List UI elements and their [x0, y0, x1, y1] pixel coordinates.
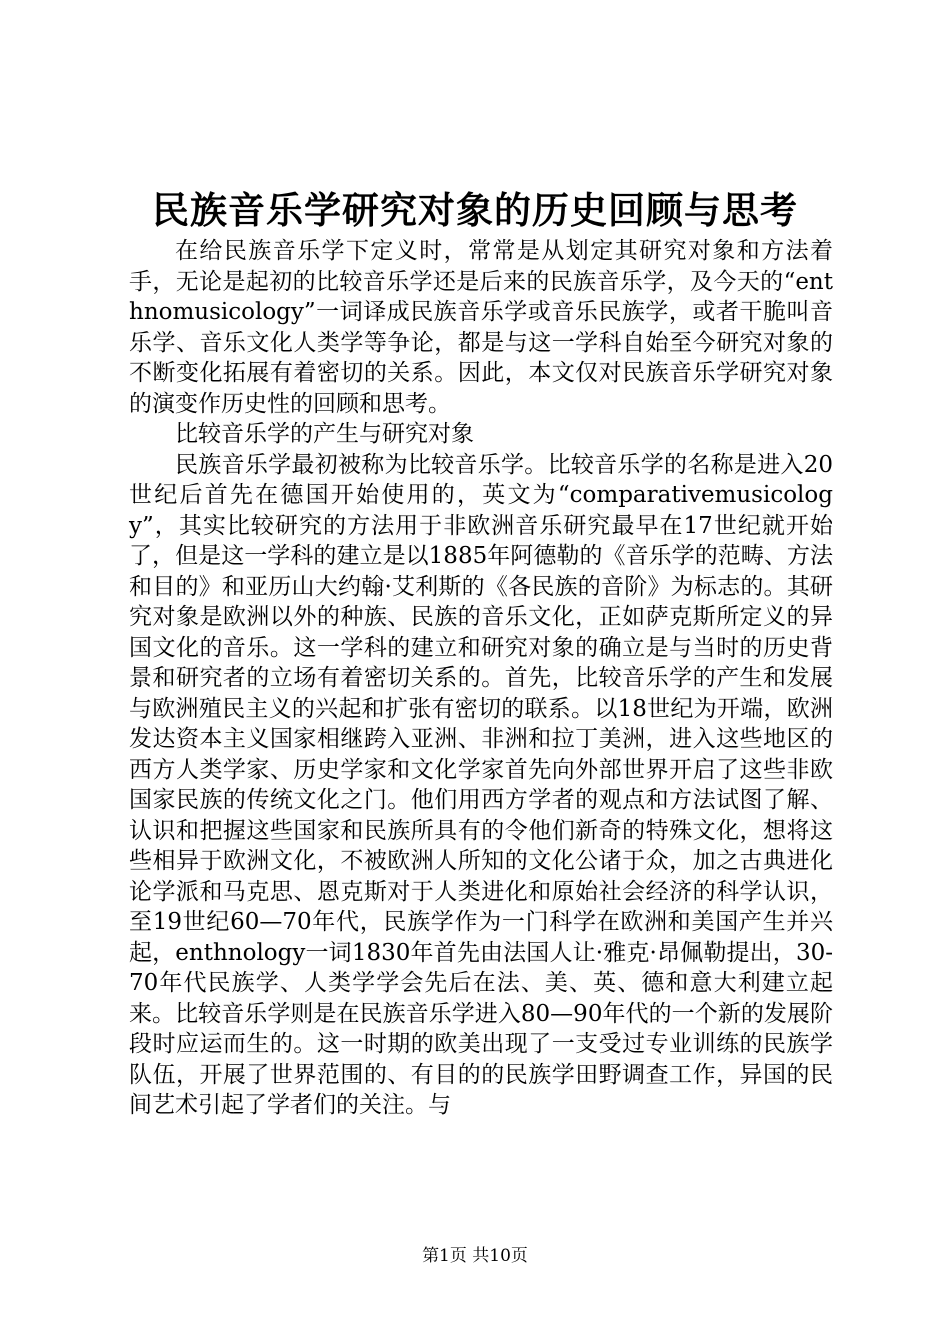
section-heading: 比较音乐学的产生与研究对象	[175, 421, 474, 447]
page-footer: 第1页 共10页	[422, 1246, 528, 1266]
document-body	[129, 236, 833, 1121]
paragraph-intro: 在给民族音乐学下定义时，常常是从划定其研究对象和方法着手，无论是起初的比较音乐学还是后来的民族音乐学，及今天的“enthnomusicology”一词译成民族音乐学或音乐民族学，或者干脆叫音乐学、音乐文化人类学等争论，都是与这一学科自始至今研究对象的不断变化拓展有着密切的关系。因此，本文仅对民族音乐学研究对象的演变作历史性的回顾和思考。	[129, 238, 833, 417]
document-title: 民族音乐学研究对象的历史回顾与思考	[152, 188, 798, 232]
paragraph-comparative-musicology: 民族音乐学最初被称为比较音乐学。比较音乐学的名称是进入20世纪后首先在德国开始使用的，英文为“comparativemusicology”，其实比较研究的方法用于非欧洲音乐研究最早在17世纪就开始了，但是这一学科的建立是以1885年阿德勒的《音乐学的范畴、方法和目的》和亚历山大约翰·艾利斯的《各民族的音阶》为标志的。其研究对象是欧洲以外的种族、民族的音乐文化，正如萨克斯所定义的异国文化的音乐。这一学科的建立和研究对象的确立是与当时的历史背景和研究者的立场有着密切关系的。首先，比较音乐学的产生和发展与欧洲殖民主义的兴起和扩张有密切的联系。以18世纪为开端，欧洲发达资本主义国家相继跨入亚洲、非洲和拉丁美洲，进入这些地区的西方人类学家、历史学家和文化学家首先向外部世界开启了这些非欧国家民族的传统文化之门。他们用西方学者的观点和方法试图了解、认识和把握这些国家和民族所具有的令他们新奇的特殊文化，想将这些相异于欧洲文化，不被欧洲人所知的文化公诸于众，加之古典进化论学派和马克思、恩克斯对于人类进化和原始社会经济的科学认识，至19世纪60—70年代，民族学作为一门科学在欧洲和美国产生并兴起，enthnology一词1830年首先由法国人让·雅克·昂佩勒提出，30-70年代民族学、人类学学会先后在法、美、英、德和意大利建立起来。比较音乐学则是在民族音乐学进入80—90年代的一个新的发展阶段时应运而生的。这一时期的欧美出现了一支受过专业训练的民族学队伍，开展了世界范围的、有目的的民族学田野调查工作，异国的民间艺术引起了学者们的关注。与	[129, 451, 833, 1118]
